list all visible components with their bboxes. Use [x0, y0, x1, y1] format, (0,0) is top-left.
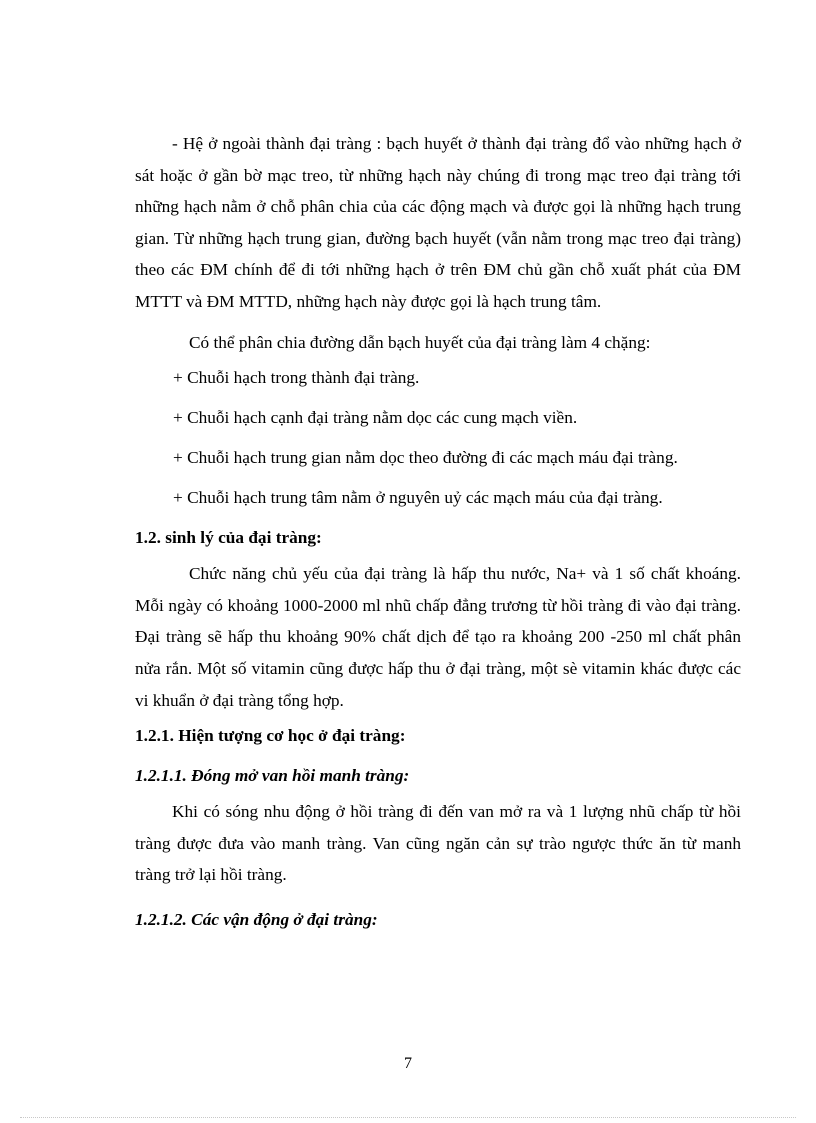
- section-heading-1-2-1: 1.2.1. Hiện tượng cơ học ở đại tràng:: [135, 726, 406, 746]
- page-bottom-divider: [20, 1117, 796, 1118]
- spacer: [135, 891, 741, 900]
- section-heading-1-2: 1.2. sinh lý của đại tràng:: [135, 528, 322, 548]
- paragraph-lymph-external: - Hệ ở ngoài thành đại tràng : bạch huyết ở thành đại tràng đổ vào những hạch ở sát hoặc ở gần bờ mạc treo, từ những hạch này chúng đi trong mạc treo đại tràng tới những hạch nằm ở chỗ phân chia của các động mạch và được gọi là những hạch trung gian. Từ những hạch trung gian, đường bạch huyết (vẫn nằm trong mạc treo đại tràng) theo các ĐM chính để đi tới những hạch ở trên ĐM chủ gần chỗ xuất phát của ĐM MTTT và ĐM MTTD, những hạch này được gọi là hạch trung tâm.: [135, 134, 741, 311]
- list-item: + Chuỗi hạch trung gian nằm dọc theo đường đi các mạch máu đại tràng.: [173, 448, 678, 468]
- paragraph-physiology: Chức năng chủ yếu của đại tràng là hấp thu nước, Na+ và 1 số chất khoáng. Mỗi ngày có khoảng 1000-2000 ml nhũ chấp đẳng trương từ hồi tràng đi vào đại tràng. Đại tràng sẽ hấp thu khoảng 90% chất dịch để tạo ra khoảng 200 -250 ml chất phân nửa rắn. Một số vitamin cũng được hấp thu ở đại tràng, một sè vitamin khác được các vi khuẩn ở đại tràng tổng hợp.: [135, 564, 741, 710]
- page-content: [135, 128, 741, 940]
- paragraph-lymph-stages-intro: Có thể phân chia đường dẫn bạch huyết của đại tràng làm 4 chặng:: [189, 332, 651, 352]
- list-item: + Chuỗi hạch trung tâm nằm ở nguyên uỷ các mạch máu của đại tràng.: [173, 488, 663, 508]
- section-heading-1-2-1-2: 1.2.1.2. Các vận động ở đại tràng:: [135, 909, 378, 929]
- spacer: [135, 318, 741, 327]
- section-heading-1-2-1-1: 1.2.1.1. Đóng mở van hồi manh tràng:: [135, 766, 410, 786]
- list-item: + Chuỗi hạch cạnh đại tràng nằm dọc các cung mạch viền.: [173, 408, 578, 428]
- list-item: + Chuỗi hạch trong thành đại tràng.: [173, 368, 420, 388]
- paragraph-ileocecal-valve: Khi có sóng nhu động ở hồi tràng đi đến van mở ra và 1 lượng nhũ chấp từ hồi tràng được đưa vào manh tràng. Van cũng ngăn cản sự trào ngược thức ăn từ manh tràng trở lại hồi tràng.: [135, 802, 741, 885]
- page-number: 7: [404, 1055, 412, 1072]
